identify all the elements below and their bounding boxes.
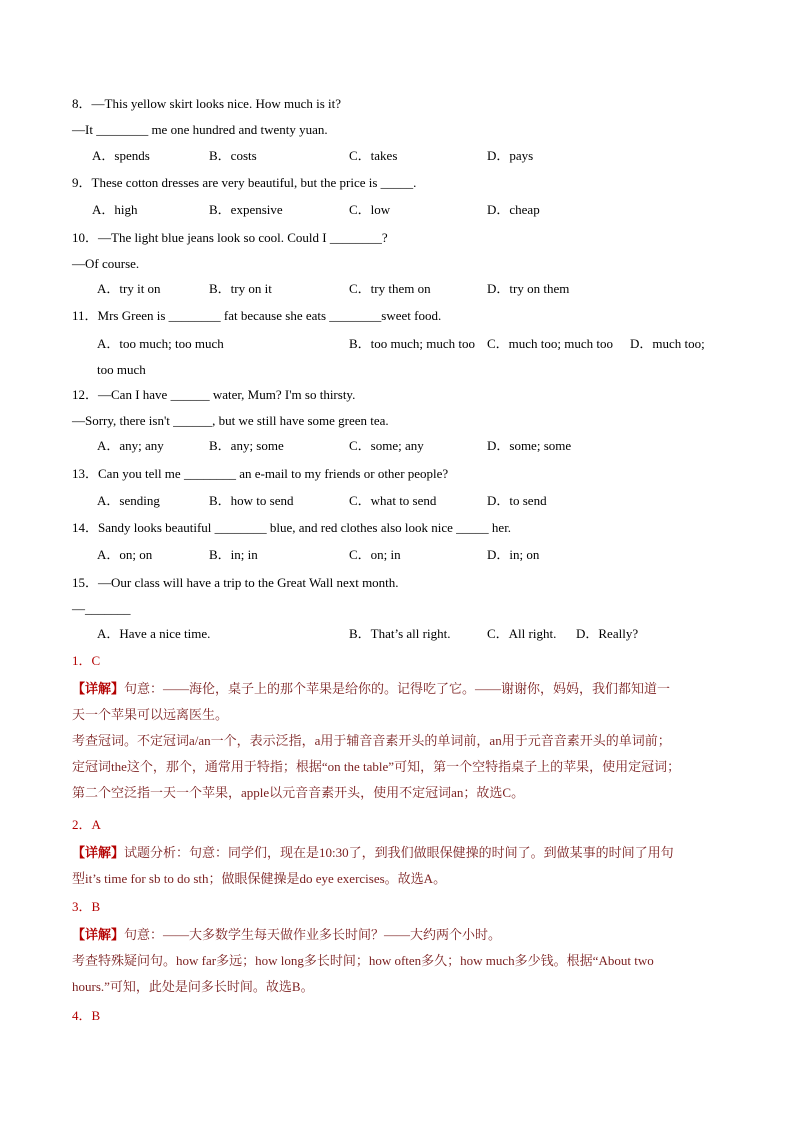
option-b: B．That’s all right. (349, 626, 451, 641)
option-b: B．in; in (209, 547, 258, 562)
answer-1-label: 1．C (72, 653, 101, 668)
option-c: C．low (349, 202, 391, 217)
answer-2-line-1: 【详解】试题分析：句意：同学们，现在是10:30了，到我们做眼保健操的时间了。到做某事的时间了用句 (72, 845, 674, 860)
question-8-stem: 8．—This yellow skirt looks nice. How much is it? (72, 96, 342, 111)
question-14-stem: 14．Sandy looks beautiful ________ blue, and red clothes also look nice _____ her. (72, 520, 512, 535)
option-d: D．Really? (576, 626, 639, 641)
answer-2-line-2: 型it’s time for sb to do sth；做眼保健操是do eye exercises。故选A。 (72, 871, 447, 886)
answer-2-label: 2．A (72, 817, 101, 832)
answer-1-line-3: 考查冠词。不定冠词a/an一个，表示泛指，a用于辅音音素开头的单词前，an用于元音音素开头的单词前； (72, 733, 671, 748)
option-a: A．on; on (97, 547, 153, 562)
option-d: D．pays (487, 148, 534, 163)
option-c: C．much too; much too (487, 336, 614, 351)
option-b: B．try on it (209, 281, 272, 296)
answer-2-explanation (72, 840, 732, 892)
question-15-line-2: —_______ (72, 601, 131, 616)
option-a: A．try it on (97, 281, 161, 296)
answer-3-line-3: hours.”可知，此处是问多长时间。故选B。 (72, 979, 314, 994)
option-a: A．any; any (97, 438, 164, 453)
question-13-stem: 13．Can you tell me ________ an e-mail to my friends or other people? (72, 466, 449, 481)
option-b: B．expensive (209, 202, 283, 217)
option-d-continued: too much (97, 362, 146, 377)
option-b: B．any; some (209, 438, 284, 453)
answer-1-line-1: 【详解】句意：——海伦，桌子上的那个苹果是给你的。记得吃了它。——谢谢你，妈妈，我们都知道一 (72, 681, 671, 696)
option-d: D．some; some (487, 438, 572, 453)
answer-1-explanation (72, 676, 732, 806)
option-c: C．on; in (349, 547, 401, 562)
question-15-stem: 15．—Our class will have a trip to the Great Wall next month. (72, 575, 399, 590)
question-9-stem: 9．These cotton dresses are very beautiful, but the price is _____. (72, 175, 417, 190)
option-b: B．costs (209, 148, 257, 163)
option-c: C．some; any (349, 438, 424, 453)
option-a: A．too much; too much (97, 336, 224, 351)
detail-tag: 【详解】 (72, 845, 125, 860)
option-d: D．try on them (487, 281, 570, 296)
question-11-stem: 11．Mrs Green is ________ fat because she eats ________sweet food. (72, 308, 442, 323)
answer-1-line-4: 定冠词the这个，那个，通常用于特指；根据“on the table”可知，第一个空特指桌子上的苹果，使用定冠词； (72, 759, 681, 774)
option-d: D．much too; (630, 336, 705, 351)
option-c: C．takes (349, 148, 398, 163)
question-8-line-2: —It ________ me one hundred and twenty yuan. (72, 122, 328, 137)
question-10-line-2: —Of course. (72, 256, 140, 271)
answer-3-label: 3．B (72, 899, 101, 914)
answer-4-label: 4．B (72, 1008, 101, 1023)
detail-tag: 【详解】 (72, 927, 125, 942)
answer-1-line-5: 第二个空泛指一天一个苹果，apple以元音音素开头，使用不定冠词an；故选C。 (72, 785, 525, 800)
option-a: A．Have a nice time. (97, 626, 211, 641)
question-10-stem: 10．—The light blue jeans look so cool. Could I ________? (72, 230, 388, 245)
option-c: C．try them on (349, 281, 431, 296)
answer-1-line-2: 天一个苹果可以远离医生。 (72, 707, 229, 722)
answer-3-line-2: 考查特殊疑问句。how far多远；how long多长时间；how often多久；how much多少钱。根据“About two (72, 953, 654, 968)
option-c: C．what to send (349, 493, 437, 508)
answer-3-explanation (72, 922, 732, 1000)
option-a: A．high (92, 202, 138, 217)
option-d: D．cheap (487, 202, 540, 217)
question-12-stem: 12．—Can I have ______ water, Mum? I'm so thirsty. (72, 387, 356, 402)
answer-3-line-1: 【详解】句意：——大多数学生每天做作业多长时间？——大约两个小时。 (72, 927, 502, 942)
option-b: B．too much; much too (349, 336, 476, 351)
option-a: A．spends (92, 148, 150, 163)
option-d: D．to send (487, 493, 547, 508)
option-c: C．All right. (487, 626, 557, 641)
detail-tag: 【详解】 (72, 681, 125, 696)
question-12-line-2: —Sorry, there isn't ______, but we still have some green tea. (72, 413, 389, 428)
option-d: D．in; on (487, 547, 540, 562)
option-a: A．sending (97, 493, 160, 508)
option-b: B．how to send (209, 493, 294, 508)
